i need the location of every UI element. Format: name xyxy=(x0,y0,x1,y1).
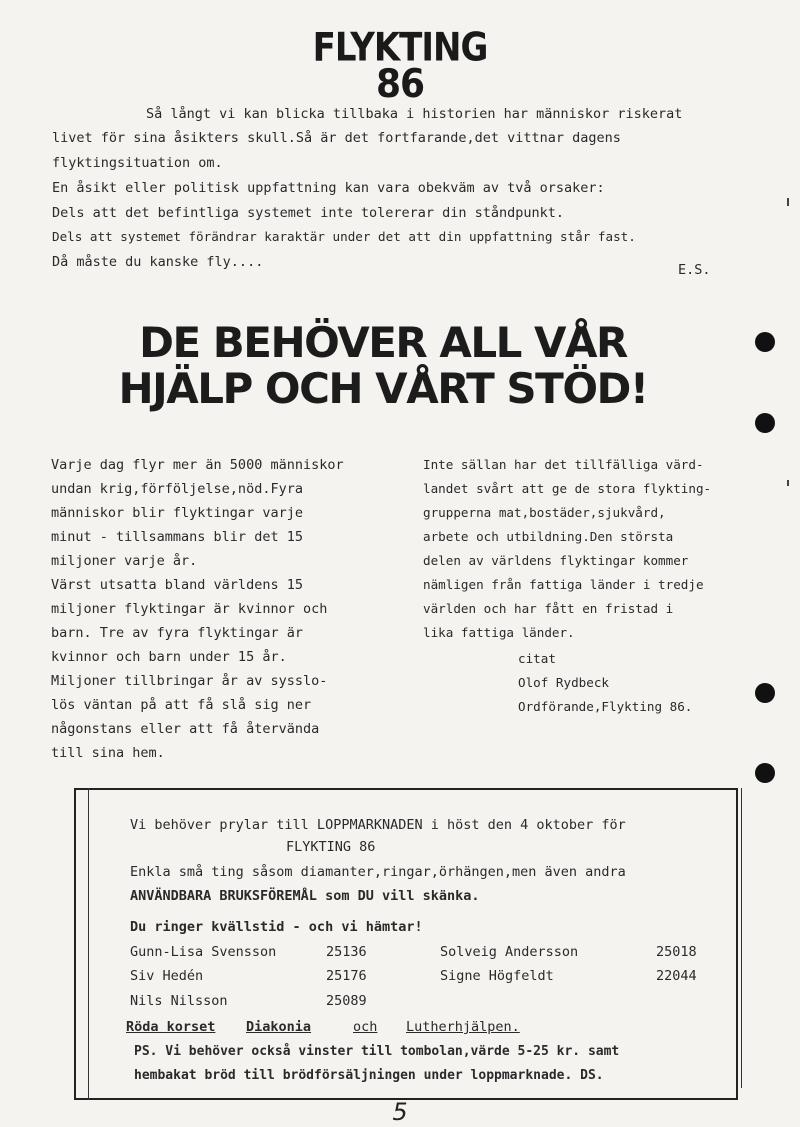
left-column-line: lös väntan på att få slå sig ner xyxy=(51,697,312,713)
contact-name: Solveig Andersson xyxy=(440,944,579,960)
contact-name: Siv Hedén xyxy=(130,968,204,984)
right-column-line: världen och har fått en fristad i xyxy=(423,601,674,616)
right-column-line: landet svårt att ge de stora flykting- xyxy=(423,481,712,496)
left-column-line: till sina hem. xyxy=(51,745,165,761)
intro-line: Dels att systemet förändrar karaktär under det att din uppfattning står fast. xyxy=(52,229,636,244)
intro-line: Då måste du kanske fly.... xyxy=(52,254,264,270)
intro-signature: E.S. xyxy=(678,262,711,278)
left-column-line: människor blir flyktingar varje xyxy=(51,505,303,521)
notice-line: FLYKTING 86 xyxy=(286,839,376,855)
punch-hole xyxy=(755,332,775,352)
left-column-line: undan krig,förföljelse,nöd.Fyra xyxy=(51,481,303,497)
organization: Diakonia xyxy=(246,1019,312,1035)
intro-line: livet för sina åsikters skull.Så är det fortfarande,det vittnar dagens xyxy=(52,130,621,146)
headline-line: DE BEHÖVER ALL VÅR xyxy=(139,318,627,367)
headline-line: HJÄLP OCH VÅRT STÖD! xyxy=(118,364,648,413)
citation-label: citat xyxy=(518,651,556,666)
notice-line: Enkla små ting såsom diamanter,ringar,örhängen,men även andra xyxy=(130,864,626,880)
contact-name: Signe Högfeldt xyxy=(440,968,554,984)
page-title-year: 86 xyxy=(375,61,425,108)
call-line: Du ringer kvällstid - och vi hämtar! xyxy=(130,919,423,935)
contact-phone: 25089 xyxy=(326,993,367,1009)
organization: och xyxy=(353,1019,378,1035)
punch-hole xyxy=(755,683,775,703)
intro-line: flyktingsituation om. xyxy=(52,155,223,171)
left-column-line: miljoner varje år. xyxy=(51,553,198,569)
left-column-line: miljoner flyktingar är kvinnor och xyxy=(51,601,328,617)
margin-mark xyxy=(787,198,789,206)
page-number: 5 xyxy=(392,1098,408,1126)
punch-hole xyxy=(755,413,775,433)
left-column-line: Varje dag flyr mer än 5000 människor xyxy=(51,457,344,473)
intro-line: En åsikt eller politisk uppfattning kan vara obekväm av två orsaker: xyxy=(52,180,605,196)
punch-hole xyxy=(755,763,775,783)
citation-role: Ordförande,Flykting 86. xyxy=(518,699,693,714)
intro-line: Dels att det befintliga systemet inte tolererar din ståndpunkt. xyxy=(52,205,565,221)
citation-name: Olof Rydbeck xyxy=(518,675,609,690)
intro-line: Så långt vi kan blicka tillbaka i historien har människor riskerat xyxy=(146,106,683,122)
contact-phone: 22044 xyxy=(656,968,697,984)
contact-phone: 25018 xyxy=(656,944,697,960)
right-column-line: Inte sällan har det tillfälliga värd- xyxy=(423,457,704,472)
notice-line: Vi behöver prylar till LOPPMARKNADEN i höst den 4 oktober för xyxy=(130,817,626,833)
contact-name: Nils Nilsson xyxy=(130,993,228,1009)
left-column-line: någonstans eller att få återvända xyxy=(51,721,320,737)
contact-name: Gunn-Lisa Svensson xyxy=(130,944,277,960)
left-column-line: barn. Tre av fyra flyktingar är xyxy=(51,625,303,641)
left-column-line: Värst utsatta bland världens 15 xyxy=(51,577,303,593)
right-column-line: lika fattiga länder. xyxy=(423,625,575,640)
page-title: FLYKTING xyxy=(312,25,488,71)
contact-phone: 25136 xyxy=(326,944,367,960)
left-column-line: minut - tillsammans blir det 15 xyxy=(51,529,303,545)
left-column-line: Miljoner tillbringar år av sysslo- xyxy=(51,673,328,689)
organization: Lutherhjälpen. xyxy=(406,1019,520,1035)
margin-mark xyxy=(787,480,789,486)
right-column-line: delen av världens flyktingar kommer xyxy=(423,553,689,568)
right-column-line: arbete och utbildning.Den största xyxy=(423,529,674,544)
ps-line: hembakat bröd till brödförsäljningen under loppmarknade. DS. xyxy=(134,1068,604,1083)
contact-phone: 25176 xyxy=(326,968,367,984)
left-column-line: kvinnor och barn under 15 år. xyxy=(51,649,287,665)
right-column-line: grupperna mat,bostäder,sjukvård, xyxy=(423,505,666,520)
notice-box xyxy=(74,788,738,1100)
notice-line: ANVÄNDBARA BRUKSFÖREMÅL som DU vill skänka. xyxy=(130,888,480,904)
ps-line: PS. Vi behöver också vinster till tombolan,värde 5-25 kr. samt xyxy=(134,1044,620,1059)
organization: Röda korset xyxy=(126,1019,216,1035)
right-column-line: nämligen från fattiga länder i tredje xyxy=(423,577,704,592)
